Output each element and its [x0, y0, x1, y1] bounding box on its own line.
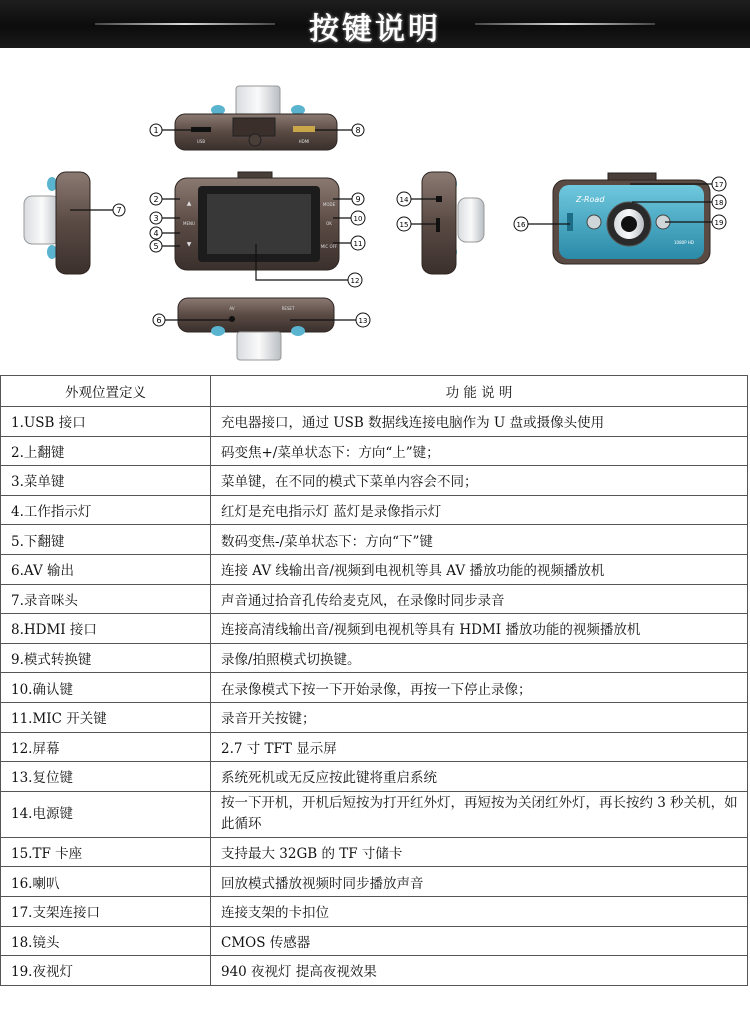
svg-text:8: 8 [355, 126, 361, 135]
top-view [175, 86, 337, 150]
av-label: AV [229, 306, 235, 311]
row-function: 数码变焦-/菜单状态下：方向“下”键 [211, 525, 748, 555]
row-position: 4.工作指示灯 [1, 495, 211, 525]
callout-13 [356, 313, 370, 327]
callout-17 [712, 177, 726, 191]
mode-label: MODE [322, 202, 336, 207]
row-function: 红灯是充电指示灯 蓝灯是录像指示灯 [211, 495, 748, 525]
svg-text:6: 6 [156, 316, 162, 325]
row-function: CMOS 传感器 [211, 926, 748, 956]
callout-4 [150, 227, 162, 239]
callout-9 [352, 193, 364, 205]
callout-2 [150, 193, 162, 205]
row-function: 2.7 寸 TFT 显示屏 [211, 732, 748, 762]
table-row [1, 673, 748, 703]
row-position: 6.AV 输出 [1, 554, 211, 584]
row-position: 12.屏幕 [1, 732, 211, 762]
row-position: 8.HDMI 接口 [1, 614, 211, 644]
row-position: 9.模式转换键 [1, 643, 211, 673]
callout-16 [514, 217, 528, 231]
svg-text:4: 4 [153, 229, 159, 238]
row-function: 菜单键，在不同的模式下菜单内容会不同； [211, 466, 748, 496]
down-arrow-icon: ▼ [186, 241, 192, 248]
callout-6 [153, 314, 165, 326]
svg-text:7: 7 [116, 206, 122, 215]
title-banner [0, 0, 750, 48]
table-row [1, 466, 748, 496]
mic-off-label: MIC OFF [320, 244, 338, 249]
table-row [1, 643, 748, 673]
row-function: 码变焦+/菜单状态下：方向“上”键； [211, 436, 748, 466]
svg-text:3: 3 [153, 214, 159, 223]
table-row [1, 867, 748, 897]
row-function: 按一下开机，开机后短按为打开红外灯，再短按为关闭红外灯，再长按约 3 秒关机，如此循环 [211, 791, 748, 837]
hdmi-label: HDMI [298, 139, 310, 144]
table-row [1, 762, 748, 792]
reset-label: RESET [281, 306, 295, 311]
table-row [1, 495, 748, 525]
callout-3 [150, 212, 162, 224]
table-body [1, 407, 748, 986]
callout-19 [712, 215, 726, 229]
table-row [1, 554, 748, 584]
row-function: 录音开关按键； [211, 702, 748, 732]
table-header-row [1, 376, 748, 407]
row-function: 支持最大 32GB 的 TF 寸储卡 [211, 837, 748, 867]
row-function: 声音通过拾音孔传给麦克风，在录像时同步录音 [211, 584, 748, 614]
page-title: 按键说明 [309, 12, 441, 47]
table-row [1, 791, 748, 837]
device-diagram [0, 48, 750, 373]
svg-text:16: 16 [516, 221, 526, 229]
svg-text:10: 10 [353, 215, 363, 223]
svg-text:19: 19 [714, 219, 724, 227]
table-row [1, 837, 748, 867]
table-row [1, 702, 748, 732]
svg-text:1: 1 [153, 126, 159, 135]
row-position: 14.电源键 [1, 791, 211, 837]
up-arrow-icon: ▲ [186, 200, 192, 207]
row-function: 连接 AV 线输出音/视频到电视机等具 AV 播放功能的视频播放机 [211, 554, 748, 584]
row-function: 系统死机或无反应按此键将重启系统 [211, 762, 748, 792]
svg-text:18: 18 [714, 199, 724, 207]
bottom-view [178, 298, 334, 360]
row-position: 5.下翻键 [1, 525, 211, 555]
svg-text:14: 14 [399, 196, 409, 204]
row-position: 19.夜视灯 [1, 956, 211, 986]
row-function: 连接支架的卡扣位 [211, 896, 748, 926]
table-row [1, 584, 748, 614]
callout-5 [150, 240, 162, 252]
row-position: 16.喇叭 [1, 867, 211, 897]
row-position: 17.支架连接口 [1, 896, 211, 926]
callout-12 [348, 273, 362, 287]
callout-1 [150, 124, 162, 136]
row-function: 940 夜视灯 提高夜视效果 [211, 956, 748, 986]
row-function: 录像/拍照模式切换键。 [211, 643, 748, 673]
row-function: 充电器接口，通过 USB 数据线连接电脑作为 U 盘或摄像头使用 [211, 407, 748, 437]
row-function: 在录像模式下按一下开始录像，再按一下停止录像； [211, 673, 748, 703]
callout-7 [113, 204, 125, 216]
spec-table [0, 375, 748, 986]
svg-text:9: 9 [355, 195, 361, 204]
table-row [1, 436, 748, 466]
table-row [1, 896, 748, 926]
front-view [175, 172, 339, 270]
table-row [1, 407, 748, 437]
svg-text:2: 2 [153, 195, 159, 204]
row-position: 18.镜头 [1, 926, 211, 956]
row-position: 1.USB 接口 [1, 407, 211, 437]
callout-15 [397, 217, 411, 231]
table-row [1, 525, 748, 555]
table-row [1, 956, 748, 986]
svg-text:5: 5 [153, 242, 159, 251]
row-position: 7.录音咪头 [1, 584, 211, 614]
table-row [1, 926, 748, 956]
row-position: 3.菜单键 [1, 466, 211, 496]
row-function: 回放模式播放视频时同步播放声音 [211, 867, 748, 897]
svg-text:17: 17 [714, 181, 724, 189]
left-side-view [24, 172, 90, 274]
callout-8 [352, 124, 364, 136]
header-position: 外观位置定义 [1, 376, 211, 407]
menu-label: MENU [183, 221, 195, 226]
ok-label: OK [326, 221, 332, 226]
svg-text:11: 11 [353, 240, 363, 248]
right-side-view [422, 172, 484, 274]
callout-10 [351, 211, 365, 225]
row-position: 2.上翻键 [1, 436, 211, 466]
rear-view [553, 173, 710, 264]
row-position: 13.复位键 [1, 762, 211, 792]
callout-18 [712, 195, 726, 209]
brand-label: Z-Road [576, 195, 605, 204]
row-position: 10.确认键 [1, 673, 211, 703]
table-row [1, 614, 748, 644]
lens-spec-label: 1080P HD [674, 240, 694, 245]
callout-14 [397, 192, 411, 206]
usb-label: USB [196, 139, 206, 144]
table-row [1, 732, 748, 762]
header-function: 功 能 说 明 [211, 376, 748, 407]
svg-text:12: 12 [350, 277, 360, 285]
svg-text:13: 13 [358, 317, 368, 325]
row-position: 15.TF 卡座 [1, 837, 211, 867]
svg-text:15: 15 [399, 221, 409, 229]
row-position: 11.MIC 开关键 [1, 702, 211, 732]
row-function: 连接高清线输出音/视频到电视机等具有 HDMI 播放功能的视频播放机 [211, 614, 748, 644]
callout-11 [351, 236, 365, 250]
